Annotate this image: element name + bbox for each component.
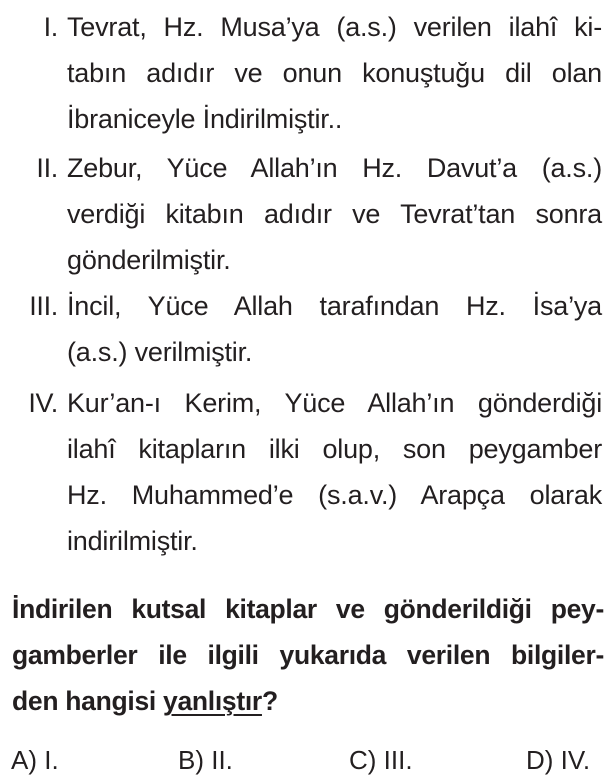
statement-number: IV. (28, 388, 58, 418)
underlined-keyword: yanlıştır (163, 686, 262, 716)
statement-text (67, 4, 602, 142)
question-mark: ? (261, 686, 278, 716)
question-line: gamberler ile ilgili yukarıda verilen bilgiler- (12, 640, 604, 670)
statement-line: Zebur, Yüce Allah’ın Hz. Davut’a (a.s.) (67, 153, 602, 183)
statement-text (67, 283, 602, 375)
statement-line: verdiği kitabın adıdır ve Tevrat’tan sonra (67, 199, 602, 229)
question-stem (12, 586, 604, 724)
option-c[interactable]: C) III. (349, 745, 413, 775)
statement-number: II. (36, 153, 58, 183)
statement-line: Hz. Muhammed’e (s.a.v.) Arapça olarak (67, 480, 602, 510)
statement-line: Tevrat, Hz. Musa’ya (a.s.) verilen ilahî ki- (67, 12, 602, 42)
statement-line: tabın adıdır ve onun konuştuğu dil olan (67, 58, 602, 88)
option-a[interactable]: A) I. (11, 745, 59, 775)
question-text: den hangisi (12, 686, 164, 716)
question-line: İndirilen kutsal kitaplar ve gönderildiği pey- (12, 594, 604, 624)
statement-text (67, 380, 602, 564)
statement-number: III. (29, 291, 58, 321)
statement-line: gönderilmiştir. (67, 245, 231, 275)
statement-line: (a.s.) verilmiştir. (67, 337, 253, 367)
option-b[interactable]: B) II. (178, 745, 233, 775)
option-d[interactable]: D) IV. (526, 745, 591, 775)
question-line (12, 678, 604, 724)
statement-line: İbraniceyle İndirilmiştir.. (67, 104, 343, 134)
statement-text (67, 145, 602, 283)
statement-line: indirilmiştir. (67, 526, 198, 556)
statement-line: İncil, Yüce Allah tarafından Hz. İsa’ya (67, 291, 602, 321)
statement-line: ilahî kitapların ilki olup, son peygamber (67, 434, 602, 464)
statement-line: Kur’an-ı Kerim, Yüce Allah’ın gönderdiği (67, 388, 602, 418)
statement-number: I. (43, 12, 58, 42)
answer-options (0, 740, 615, 780)
